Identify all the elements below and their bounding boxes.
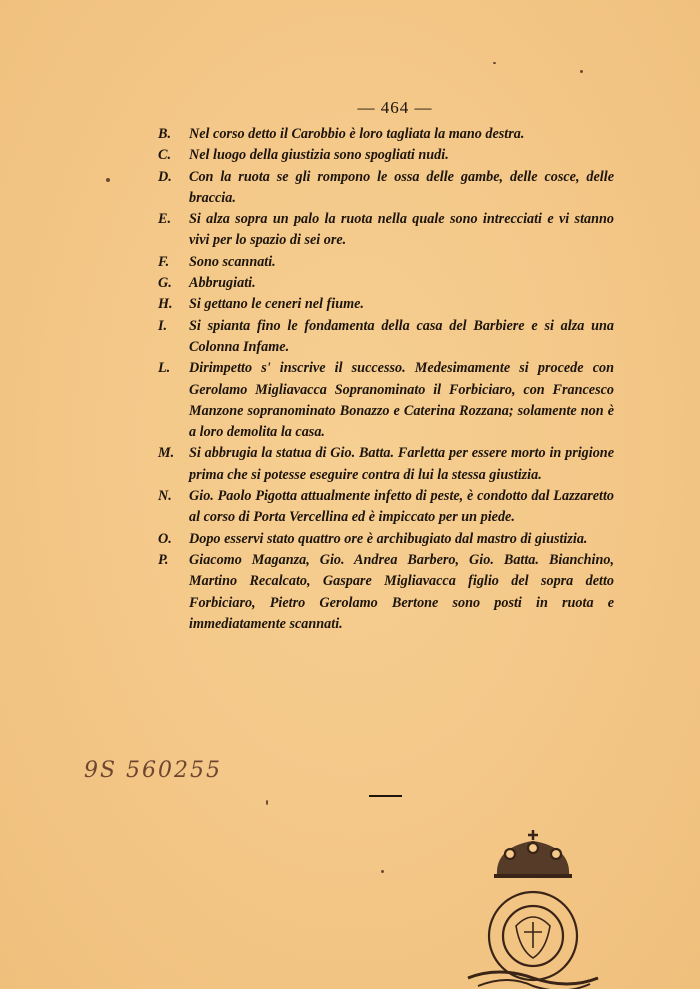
pencil-shelfmark: 9S 560255	[84, 758, 223, 783]
ink-speck	[580, 70, 583, 73]
legend-entry-n	[158, 486, 614, 529]
legend-entry-c	[158, 145, 614, 166]
legend-entry-g	[158, 273, 614, 294]
ink-speck	[381, 870, 384, 873]
entry-text: Si alza sopra un palo la ruota nella quale sono intrecciati e vi stanno vivi per lo spazio di sei ore.	[189, 211, 614, 249]
entry-text: Si abbrugia la statua di Gio. Batta. Farletta per essere morto in prigione prima che si potesse eseguire contra di lui la stessa giustizia.	[189, 445, 614, 483]
legend-entry-e	[158, 209, 614, 252]
legend-entry-m	[158, 443, 614, 486]
entry-text: Dopo esservi stato quattro ore è archibugiato dal mastro di giustizia.	[189, 530, 588, 547]
ink-speck	[493, 62, 496, 64]
entry-text: Nel corso detto il Carobbio è loro tagliata la mano destra.	[189, 126, 525, 142]
entry-text: Si spianta fino le fondamenta della casa del Barbiere e si alza una Colonna Infame.	[189, 317, 614, 355]
legend-entry-p	[158, 550, 614, 635]
entry-letter: D.	[158, 168, 172, 185]
ink-speck	[106, 178, 110, 182]
legend-entry-l	[158, 358, 614, 443]
entry-letter: H.	[158, 296, 173, 313]
entry-text: Giacomo Maganza, Gio. Andrea Barbero, Gio. Batta. Bianchino, Martino Recalcato, Gaspare Migliavacca figlio del sopra detto Forbiciaro, Pietro Gerolamo Bertone sono posti in ruota e immediatamente scannati.	[189, 551, 614, 632]
entry-letter: P.	[158, 551, 169, 568]
entry-text: Nel luogo della giustizia sono spogliati nudi.	[189, 147, 449, 164]
legend-entry-d	[158, 167, 614, 210]
entry-letter: M.	[158, 445, 175, 462]
legend-entry-h	[158, 294, 614, 315]
legend-entry-b	[158, 124, 614, 145]
page-number: — 464 —	[357, 98, 433, 117]
entry-text: Gio. Paolo Pigotta attualmente infetto di peste, è condotto dal Lazzaretto al corso di Porta Vercellina ed è impiccato per un piede.	[189, 488, 614, 526]
entry-text: Abbrugiati.	[189, 275, 256, 292]
legend-entries	[158, 124, 614, 635]
entry-text: Dirimpetto s' inscrive il successo. Medesimamente si procede con Gerolamo Migliavacca Sopranominato il Forbiciaro, con Francesco Manzone sopranominato Bonazzo e Caterina Rozzana; solamente non è a loro demolita la casa.	[189, 360, 614, 441]
entry-text: Si gettano le ceneri nel fiume.	[189, 296, 364, 313]
legend-entry-f	[158, 252, 614, 273]
entry-letter: E.	[158, 211, 172, 228]
entry-letter: I.	[158, 317, 168, 334]
entry-letter: F.	[158, 253, 170, 270]
legend-entry-i	[158, 316, 614, 359]
entry-text: Con la ruota se gli rompono le ossa delle gambe, delle cosce, delle braccia.	[189, 168, 614, 206]
entry-letter: L.	[158, 360, 171, 377]
end-rule	[369, 795, 402, 797]
entry-letter: B.	[158, 126, 172, 142]
legend-entry-o	[158, 529, 614, 550]
entry-letter: C.	[158, 147, 172, 164]
entry-letter: O.	[158, 530, 172, 547]
entry-text: Sono scannati.	[189, 253, 276, 270]
ink-speck	[266, 800, 268, 805]
library-stamp	[458, 828, 608, 989]
entry-letter: G.	[158, 275, 172, 292]
entry-letter: N.	[158, 488, 172, 505]
